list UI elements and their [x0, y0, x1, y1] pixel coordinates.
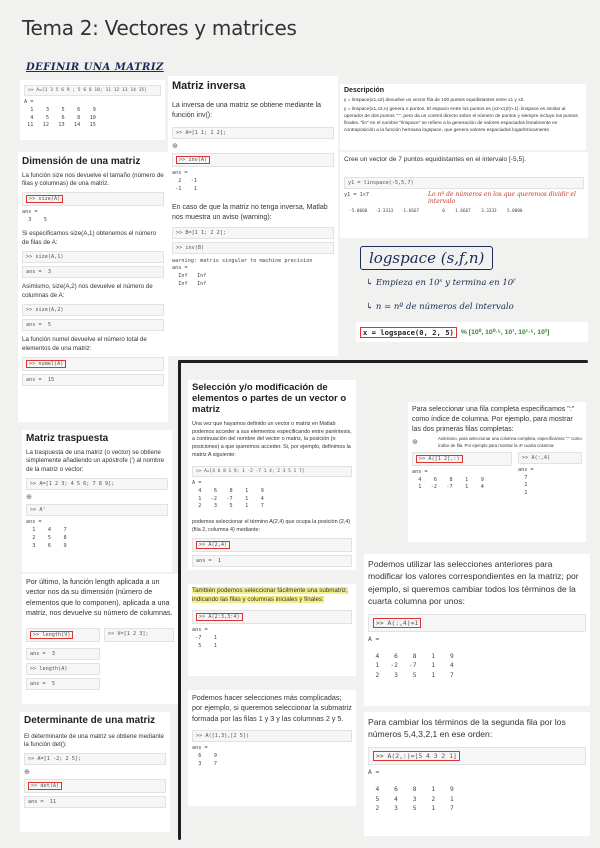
size-out-label: ans =: [22, 209, 38, 216]
inverse-code2: [172, 153, 334, 167]
example-out: -5.0000 -3.3333 -1.6667 0 1.6667 3.3333 5.0000: [344, 209, 523, 215]
transpose-out-row: 3 6 9: [26, 542, 67, 549]
length-v-code: >> V=[1 2 3];: [104, 628, 174, 642]
inverse-out-label: ans =: [172, 169, 188, 176]
col-select-code: >> A(:,4): [518, 452, 582, 464]
rows-code: >> size(A,1): [22, 251, 164, 263]
transpose-out-label: ans =: [26, 519, 42, 526]
hand-line2-text: n = nº de números del intervalo: [375, 302, 514, 312]
row-select-aside: Asimismo, para seleccionar una columna completa, especificamos ":" como índice de fila. Por ejemplo para mostrar la 4ª cuarta columna:: [438, 436, 582, 448]
singular-out-row: Inf Inf: [172, 273, 207, 280]
modify-code-boxed: >> A(:,4)=1: [373, 618, 421, 628]
inverse-text: La inversa de una matriz se obtiene mediante la función inv():: [172, 101, 322, 119]
modify-text: Podemos utilizar las selecciones anteriores para modificar los valores correspondientes en la matriz; por ejemplo, si queremos cambiar todos los términos de la cuarta columna por unos:: [368, 559, 579, 607]
row2-code-boxed: >> A(2,:)=[5 4 3 2 1]: [373, 751, 460, 761]
row-select-text: Para seleccionar una fila completa especificamos ":" como índice de columna. Por ejemplo, para mostrar las dos primeras filas completas:: [412, 406, 575, 433]
submatrix-text: [192, 587, 352, 605]
inverse-title: Matriz inversa: [172, 80, 246, 92]
row-select-aside-row: [412, 436, 582, 448]
length-panel: [22, 574, 178, 704]
length-text: Por último, la función length aplicada a un vector nos da su dimensión (número de elementos que lo componen), aplicada a una matriz, nos devuelve su número de columnas.: [26, 577, 173, 618]
output-symbol-icon: ⊕: [24, 769, 30, 777]
element-code: [192, 538, 352, 552]
example-text: Cree un vector de 7 puntos equidistantes en el intervalo [-5,5].: [344, 156, 526, 163]
row-select-code: [412, 452, 512, 466]
inverse-code: >> A=[1 1; 1 2];: [172, 127, 334, 139]
complex-code: >> A([1,3],[2 5]): [192, 730, 352, 742]
singular-out-label: ans =: [172, 265, 188, 272]
complex-panel: [188, 690, 356, 806]
output-symbol-icon: ⊕: [172, 142, 178, 150]
size-code: [22, 192, 164, 206]
length-code1-boxed: >> length(V): [30, 631, 73, 639]
col-select-out-label: ans =: [518, 466, 534, 473]
transpose-out-row: 1 4 7: [26, 527, 67, 534]
hand-heading: DEFINIR UNA MATRIZ: [26, 62, 164, 73]
row2-out-row: 5 4 3 2 1: [368, 795, 454, 803]
rows-out: ans = 3: [22, 266, 164, 278]
cols-code: >> size(A,2): [22, 304, 164, 316]
modify-out-label: A =: [368, 635, 380, 643]
page-title: Tema 2: Vectores y matrices: [22, 16, 297, 40]
define-code: >> A=[1 3 5 6 9 ; 5 6 8 10; 11 12 13 14 15]: [24, 85, 161, 96]
length-code1: [26, 628, 100, 642]
complex-text: Podemos hacer selecciones más complicadas; por ejemplo, si queremos seleccionar la submatriz formada por las filas 1 y 3 y las columnas 2 y 5.: [192, 693, 352, 723]
hand-line2: ↳ n = nº de números del intervalo: [366, 302, 514, 312]
modify-out-row: 4 6 8 1 9: [368, 653, 454, 661]
singular-code: >> B=[1 1; 2 2];: [172, 227, 334, 239]
row-select-out-row: 4 6 8 1 9: [412, 476, 484, 483]
singular-out-row: Inf Inf: [172, 280, 207, 287]
example-code: y1 = linspace(-5,5,7): [344, 177, 584, 189]
submatrix-out-row: 5 1: [192, 642, 217, 649]
determinant-code2: [24, 779, 166, 793]
length-out1: ans = 3: [26, 648, 100, 660]
selection-panel: [188, 380, 356, 570]
define-out-row: 11 12 13 14 15: [24, 122, 96, 129]
size-code-boxed: >> size(A): [26, 195, 63, 203]
determinant-title: Determinante de una matriz: [24, 715, 156, 726]
selection-def-out-row: 4 6 8 1 9: [192, 487, 264, 494]
numel-out: ans = 15: [22, 374, 164, 386]
modify-code: [368, 614, 586, 632]
singular-text: [172, 203, 334, 223]
numel-text: La función numel devuelve el número total de elementos de una matriz:: [22, 336, 147, 352]
define-out-row: 4 5 6 8 10: [24, 114, 96, 121]
transpose-code2: >> A': [26, 504, 168, 516]
dimension-title: Dimensión de una matriz: [22, 156, 141, 167]
define-out-row: 1 3 5 6 9: [24, 106, 96, 113]
determinant-code: >> A=[1 -2; 2 5];: [24, 753, 166, 765]
submatrix-panel: [188, 584, 356, 676]
row-select-out-row: 1 -2 -7 1 4: [412, 484, 484, 491]
define-panel: [20, 80, 165, 140]
modify-panel: [364, 554, 590, 706]
determinant-out: ans = 11: [24, 796, 166, 808]
desc-text2: y = linspace(x1,x2,n) genera n puntos. El espacio entre los puntos es (x2-x1)/(n-1). linspace es similar al operador de dos puntos ":", pero da un control directo sobre el número de puntos y siempre incluye los puntos finales. "lin" en el nombre "linspace" se refiere a la generación de valores espaciados linealmente en contraposición a la función hermana logspace, que genera valores espaciados logarítmicamente.: [344, 107, 578, 133]
desc-title: Descripción: [344, 87, 385, 94]
complex-out-row: 6 9: [192, 753, 217, 760]
selection-title: Selección y/o modificación de elementos o partes de un vector o matriz: [192, 382, 347, 415]
selection-def-code: >> A=[4 6 8 1 9; 1 -2 -7 1 4; 2 3 5 1 7]: [192, 466, 352, 477]
col-select-right: [518, 449, 582, 498]
transpose-code: >> A=[1 2 3; 4 5 6; 7 8 9];: [26, 478, 168, 490]
submatrix-out-row: -7 1: [192, 634, 217, 641]
inverse-code2-boxed: >> inv(A): [176, 156, 210, 164]
inverse-out-row: -1 1: [172, 185, 197, 192]
selection-intro: Una vez que hayamos definido un vector o matriz en Matlab podemos acceder a sus elementos especificando entre paréntesis, a continuación del nombre del vector o matriz, la posición (o posiciones) a que queremos acceder. Si, por ejemplo, definimos la matriz A siguiente:: [192, 420, 352, 459]
determinant-panel: [20, 712, 170, 832]
cols-out: ans = 5: [22, 319, 164, 331]
linspace-example-panel: [340, 152, 588, 238]
row2-out-row: 2 3 5 1 7: [368, 804, 454, 812]
logspace-code: x = logspace(0, 2, 5): [360, 327, 457, 338]
numel-code: [22, 357, 164, 371]
selection-def-out-label: A =: [192, 479, 202, 486]
length-code-row: [26, 625, 174, 645]
modify-out-row: 2 3 5 1 7: [368, 671, 454, 679]
inverse-panel: [168, 76, 338, 356]
complex-out-row: 3 7: [192, 760, 217, 767]
submatrix-code: [192, 610, 352, 624]
complex-out-label: ans =: [192, 745, 208, 752]
transpose-panel: [22, 430, 172, 572]
output-symbol-icon: ⊕: [412, 439, 418, 447]
row2-out-label: A =: [368, 768, 380, 776]
numel-code-boxed: >> numel(A): [26, 360, 66, 368]
selection-def-out-row: 1 -2 -7 1 4: [192, 495, 264, 502]
singular-code2: >> inv(B): [172, 242, 334, 254]
col-select-out-row: 1: [518, 490, 528, 497]
transpose-title: Matriz traspuesta: [26, 433, 109, 444]
row2-text: Para cambiar los términos de la segunda fila por los números 5,4,3,2,1 en ese orden:: [368, 717, 566, 740]
selection-def-out-row: 2 3 5 1 7: [192, 503, 264, 510]
col-select-out-row: 7: [518, 474, 528, 481]
logspace-result: % [10⁰, 10⁰·⁵, 10¹, 10¹·⁵, 10²]: [460, 329, 550, 336]
length-out2: ans = 5: [26, 678, 100, 690]
horizontal-divider: [178, 360, 588, 363]
modify-out-row: 1 -2 -7 1 4: [368, 662, 454, 670]
vertical-divider: [178, 360, 181, 840]
transpose-out-row: 2 5 8: [26, 535, 67, 542]
hand-logspace: logspace (s,f,n): [360, 246, 493, 270]
size-out: 3 5: [22, 217, 47, 224]
example-out-label: y1 = 1×7: [344, 191, 369, 198]
rows-text: Si especificamos size(A,1) obtenemos el número de filas de A:: [22, 230, 157, 247]
linspace-desc-panel: [340, 84, 586, 150]
determinant-code2-boxed: >> det(A): [28, 782, 62, 790]
submatrix-text-content: También podemos seleccionar fácilmente una submatriz, indicando las filas y columnas iniciales y finales:: [192, 587, 348, 603]
dimension-panel: [18, 152, 168, 422]
row-select-panel: [408, 402, 586, 542]
row2-out-row: 4 6 8 1 9: [368, 786, 454, 794]
hand-line1-text: Empieza en 10ˢ y termina en 10ᶠ: [375, 278, 516, 288]
element-out: ans = 1: [192, 555, 352, 567]
row2-panel: [364, 712, 590, 836]
inverse-out-row: 2 -1: [172, 177, 197, 184]
element-text: podemos seleccionar el término A(2,4) que ocupa la posición (2,4) (fila 2, columna 4) mediante:: [192, 519, 351, 533]
hand-line1: ↳ Empieza en 10ˢ y termina en 10ᶠ: [366, 278, 516, 288]
dimension-text: La función size nos devuelve el tamaño (número de filas y columnas) de una matriz.: [22, 171, 164, 188]
transpose-text: La traspuesta de una matriz (o vector) se obtiene simplemente añadiendo un apóstrofe (') al nombre de la matriz o vector:: [26, 448, 165, 474]
example-note: Lo nº de números en los que queremos dividir el intervalo: [428, 191, 576, 205]
singular-warning: warning: matrix singular to machine precision: [172, 257, 313, 264]
output-symbol-icon: ⊕: [26, 494, 32, 502]
row-select-left: [412, 449, 512, 498]
submatrix-out-label: ans =: [192, 626, 208, 633]
logspace-panel: [356, 322, 588, 342]
row2-code: [368, 747, 586, 765]
length-code2: >> length(A): [26, 663, 100, 675]
submatrix-code-boxed: >> A(2:3,3:4): [196, 613, 243, 621]
define-out-label: A =: [24, 99, 34, 105]
row-select-out-label: ans =: [412, 468, 428, 475]
row-select-code-row: [412, 449, 582, 498]
row-select-code-boxed: >> A([1 2],:): [416, 455, 463, 463]
cols-text: Asimismo, size(A,2) nos devuelve el número de columnas de A:: [22, 283, 153, 300]
element-code-boxed: >> A(2,4): [196, 541, 230, 549]
singular-text-content: En caso de que la matriz no tenga inversa, Matlab nos muestra un aviso (warning):: [172, 204, 328, 222]
col-select-out-row: 1: [518, 482, 528, 489]
determinant-text: El determinante de una matriz se obtiene mediante la función det():: [24, 732, 164, 749]
desc-text1: y = linspace(x1,x2) devuelve un vector fila de 100 puntos equidistantes entre x1 y x2.: [344, 98, 525, 104]
